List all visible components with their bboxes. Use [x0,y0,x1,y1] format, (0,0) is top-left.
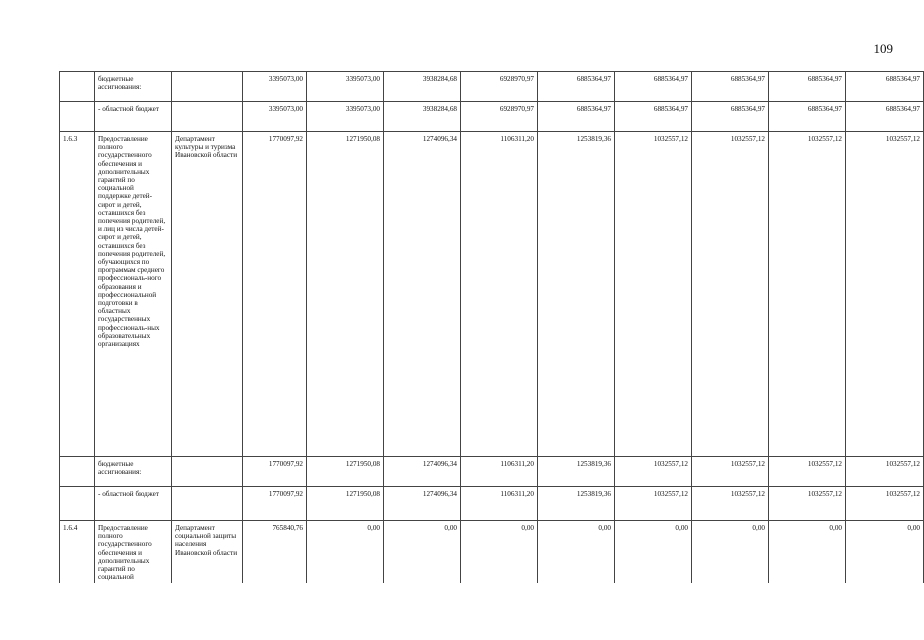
row-executor-cell [172,457,243,487]
value-cell: 1032557,12 [692,457,769,487]
value-cell: 1032557,12 [769,487,846,521]
value-cell: 6928970,97 [461,102,538,132]
value-cell: 6885364,97 [692,72,769,102]
value-cell: 6885364,97 [538,102,615,132]
value-cell: 3395073,00 [307,102,384,132]
table-row [60,102,924,132]
value-cell: 1106311,20 [461,457,538,487]
value-cell: 1271950,08 [307,457,384,487]
table-row [60,487,924,521]
row-code-cell [60,487,95,521]
value-cell: 1770097,92 [243,132,307,457]
value-cell: 1106311,20 [461,487,538,521]
value-cell: 0,00 [692,521,769,584]
row-executor-cell [172,487,243,521]
value-cell: 1032557,12 [692,132,769,457]
row-name-cell: - областной бюджет [95,102,172,132]
value-cell: 3938284,68 [384,102,461,132]
value-cell: 1253819,36 [538,487,615,521]
table-row [60,72,924,102]
value-cell: 1274096,34 [384,487,461,521]
value-cell: 0,00 [846,521,924,584]
value-cell: 1032557,12 [846,487,924,521]
value-cell: 0,00 [461,521,538,584]
row-name-cell: бюджетные ассигнования: [95,72,172,102]
value-cell: 1770097,92 [243,457,307,487]
value-cell: 6885364,97 [769,102,846,132]
value-cell: 0,00 [769,521,846,584]
value-cell: 6885364,97 [615,72,692,102]
value-cell: 3395073,00 [243,102,307,132]
value-cell: 0,00 [384,521,461,584]
value-cell: 0,00 [538,521,615,584]
value-cell: 1253819,36 [538,457,615,487]
row-name-cell: бюджетные ассигнования: [95,457,172,487]
value-cell: 6885364,97 [538,72,615,102]
budget-table [59,71,924,583]
value-cell: 6885364,97 [615,102,692,132]
value-cell: 1271950,08 [307,132,384,457]
value-cell: 1271950,08 [307,487,384,521]
row-code-cell [60,457,95,487]
value-cell: 1032557,12 [769,132,846,457]
row-executor-cell [172,102,243,132]
row-executor-cell: Департамент социальной защиты населения Ивановской области [172,521,243,584]
row-code-cell [60,72,95,102]
value-cell: 1032557,12 [769,457,846,487]
value-cell: 6928970,97 [461,72,538,102]
value-cell: 1253819,36 [538,132,615,457]
value-cell: 1032557,12 [615,457,692,487]
value-cell: 1274096,34 [384,457,461,487]
row-code-cell: 1.6.3 [60,132,95,457]
row-code-cell: 1.6.4 [60,521,95,584]
value-cell: 1032557,12 [846,457,924,487]
value-cell: 1032557,12 [615,132,692,457]
value-cell: 1274096,34 [384,132,461,457]
value-cell: 0,00 [615,521,692,584]
table-row [60,457,924,487]
page-number: 109 [873,41,893,56]
row-name-cell: Предоставление полного государственного обеспечения и дополнительных гарантий по социальной [95,521,172,584]
value-cell: 1770097,92 [243,487,307,521]
table-row [60,132,924,457]
row-code-cell [60,102,95,132]
table-row [60,521,924,584]
value-cell: 0,00 [307,521,384,584]
row-executor-cell [172,72,243,102]
value-cell: 6885364,97 [846,72,924,102]
value-cell: 6885364,97 [769,72,846,102]
value-cell: 1032557,12 [692,487,769,521]
row-executor-cell: Департамент культуры и туризма Ивановской области [172,132,243,457]
value-cell: 6885364,97 [692,102,769,132]
row-name-cell: - областной бюджет [95,487,172,521]
value-cell: 3395073,00 [307,72,384,102]
value-cell: 765840,76 [243,521,307,584]
value-cell: 1106311,20 [461,132,538,457]
value-cell: 3395073,00 [243,72,307,102]
value-cell: 1032557,12 [615,487,692,521]
value-cell: 1032557,12 [846,132,924,457]
value-cell: 6885364,97 [846,102,924,132]
row-name-cell: Предоставление полного государственного обеспечения и дополнительных гарантий по социальной поддержке детей-сирот и детей, оставшихся без попечения родителей, и лиц из числа детей-сирот и детей, оставшихся без попечения родителей, обучающихся по программам среднего профессиональ-ного образования и профессиональной подготовки в областных государственных профессиональ-ных образовательных организациях [95,132,172,457]
value-cell: 3938284,68 [384,72,461,102]
